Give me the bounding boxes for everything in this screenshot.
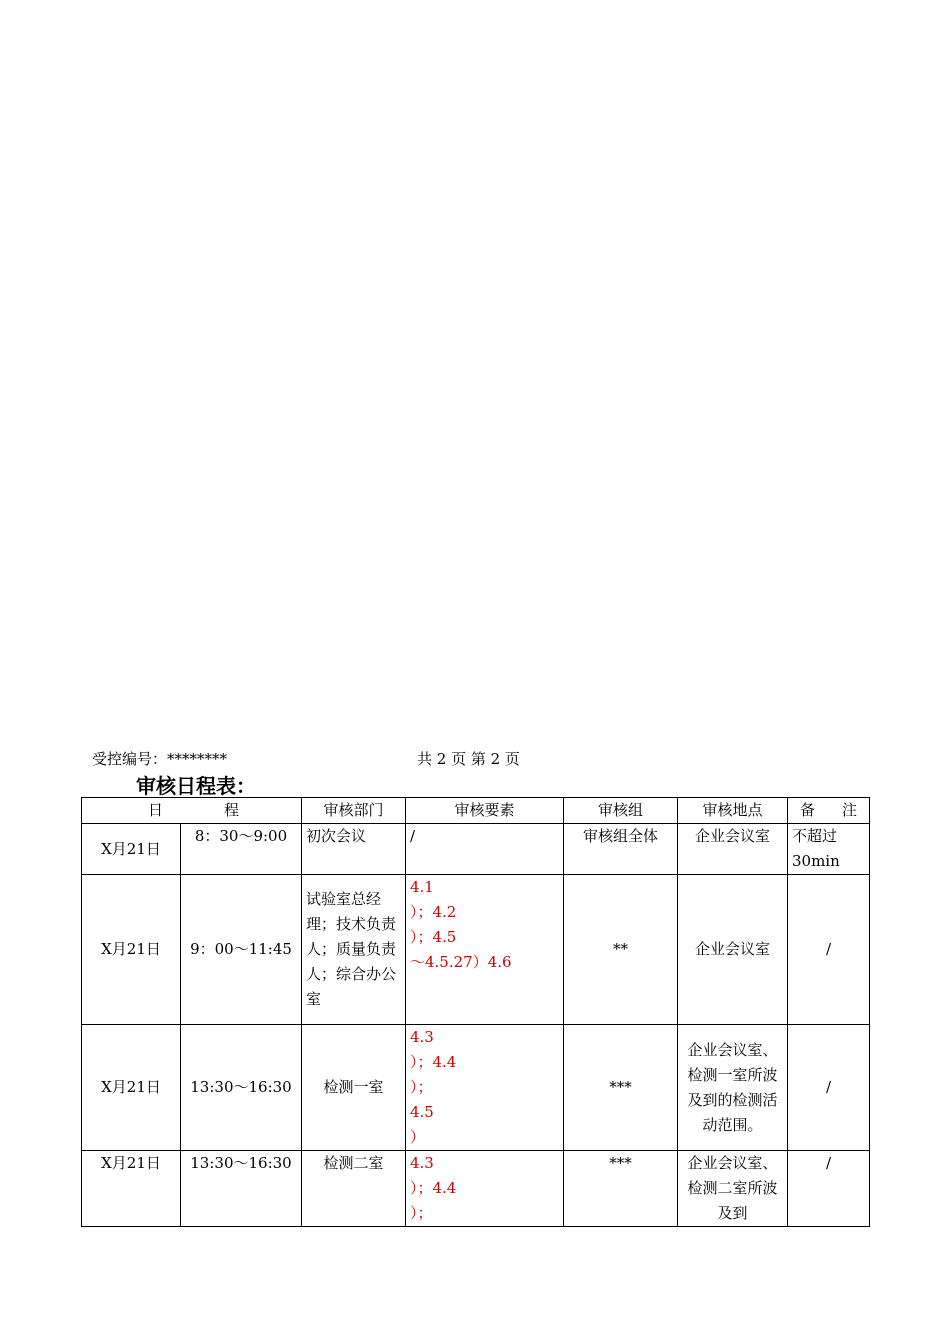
row-dept: 试验室总经理；技术负责人；质量负责人；综合办公室 — [302, 875, 406, 1025]
header-schedule-left: 日 — [148, 801, 164, 819]
element-line: 4.3 — [410, 1154, 434, 1172]
row-note: / — [788, 875, 870, 1025]
row-date: X月21日 — [82, 875, 181, 1025]
row-time: 8：30～9:00 — [181, 824, 302, 875]
row-group: 审核组全体 — [564, 824, 678, 875]
table-row — [82, 1151, 870, 1227]
table-row — [82, 824, 870, 875]
row-group: ** — [564, 875, 678, 1025]
row-time: 9：00～11:45 — [181, 875, 302, 1025]
row-date: X月21日 — [82, 1025, 181, 1151]
row-group: *** — [564, 1151, 678, 1227]
page-title: 审核日程表： — [136, 774, 256, 798]
header-note — [788, 798, 870, 824]
page-count: 共 2 页 第 2 页 — [417, 750, 520, 768]
element-line: 4.1 — [410, 878, 434, 896]
document-header — [92, 746, 892, 770]
header-note-left: 备 — [800, 801, 816, 819]
element-line: ）；4.4 — [410, 1053, 457, 1071]
table-header-row — [82, 798, 870, 824]
row-location: 企业会议室 — [678, 824, 788, 875]
row-time: 13:30～16:30 — [181, 1151, 302, 1227]
element-line: ）；4.5 — [410, 928, 457, 946]
element-line: ）；4.4 — [410, 1179, 457, 1197]
row-note: 不超过30min — [788, 824, 870, 875]
element-line: ）； — [410, 1078, 433, 1096]
audit-schedule-table — [81, 797, 870, 1227]
row-elements — [406, 1151, 564, 1227]
row-location: 企业会议室、检测一室所波及到的检测活动范围。 — [678, 1025, 788, 1151]
element-line: ）；4.2 — [410, 903, 457, 921]
row-dept: 检测二室 — [302, 1151, 406, 1227]
header-group: 审核组 — [564, 798, 678, 824]
header-dept: 审核部门 — [302, 798, 406, 824]
element-line: ～4.5.27）4.6 — [410, 953, 512, 971]
element-line: / — [410, 827, 416, 845]
row-time: 13:30～16:30 — [181, 1025, 302, 1151]
row-elements — [406, 1025, 564, 1151]
row-group: *** — [564, 1025, 678, 1151]
control-number: 受控编号：******** — [92, 750, 228, 768]
row-date: X月21日 — [82, 1151, 181, 1227]
row-dept: 初次会议 — [302, 824, 406, 875]
table-row — [82, 1025, 870, 1151]
element-line: 4.5 — [410, 1103, 434, 1121]
element-line: ）； — [410, 1204, 433, 1222]
row-location: 企业会议室、检测二室所波及到 — [678, 1151, 788, 1227]
row-elements — [406, 824, 564, 875]
header-note-right: 注 — [841, 801, 857, 819]
table-row — [82, 875, 870, 1025]
row-location: 企业会议室 — [678, 875, 788, 1025]
header-schedule-right: 程 — [223, 801, 239, 819]
header-location: 审核地点 — [678, 798, 788, 824]
row-note: / — [788, 1151, 870, 1227]
row-dept: 检测一室 — [302, 1025, 406, 1151]
row-date: X月21日 — [82, 824, 181, 875]
row-note: / — [788, 1025, 870, 1151]
element-line: 4.3 — [410, 1028, 434, 1046]
element-line: ） — [410, 1128, 426, 1146]
row-elements — [406, 875, 564, 1025]
header-elements: 审核要素 — [406, 798, 564, 824]
header-schedule — [82, 798, 302, 824]
